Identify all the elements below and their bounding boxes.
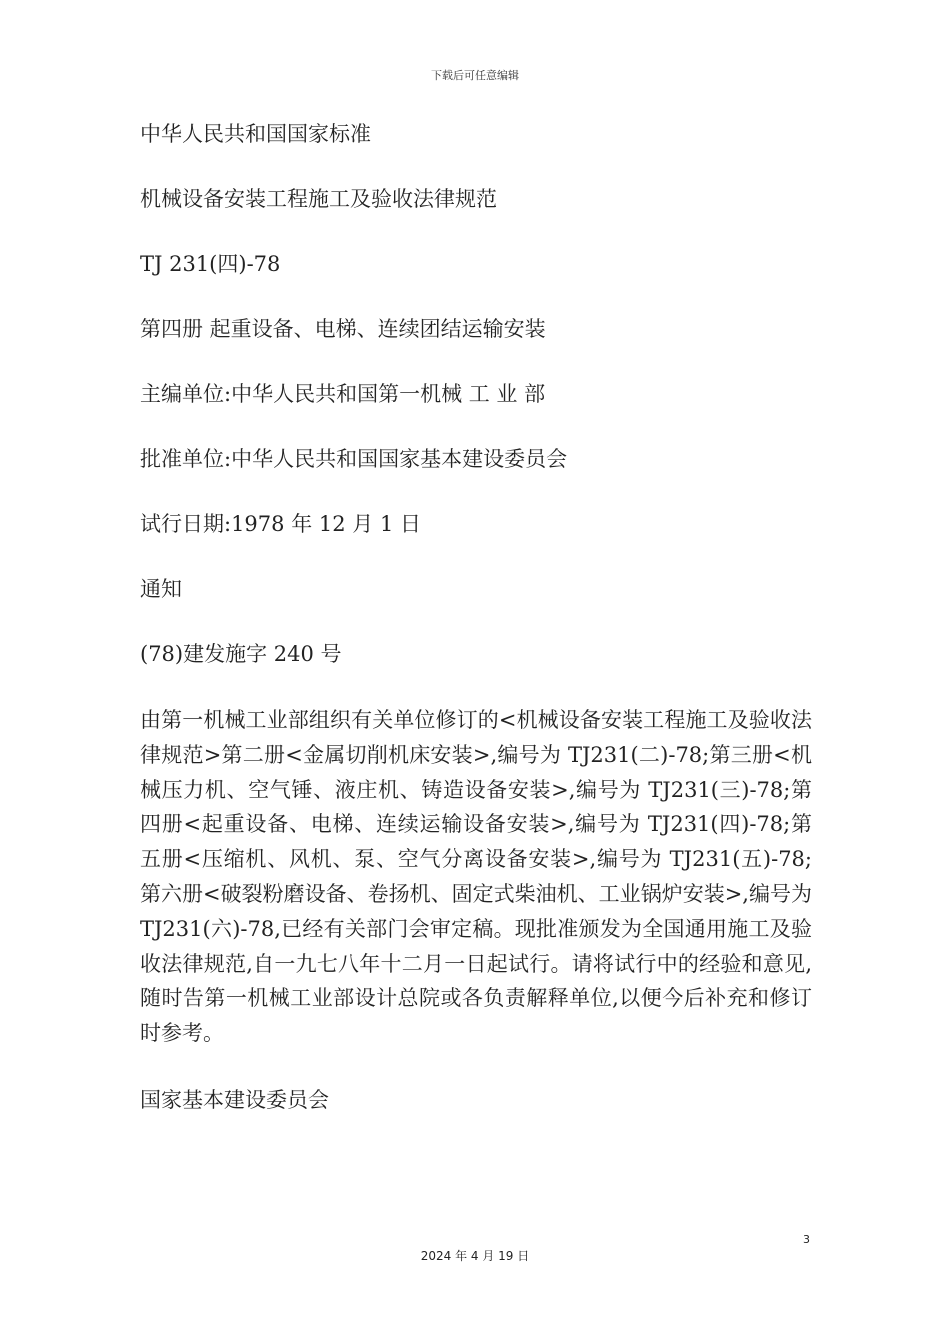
notice-paragraph: 由第一机械工业部组织有关单位修订的<机械设备安装工程施工及验收法律规范>第二册<金属切削机床安装>,编号为 TJ231(二)-78;第三册<机械压力机、空气锤、液庄机、铸造设备安装>,编号为 TJ231(三)-78;第四册<起重设备、电梯、连续运输设备安装>,编号为 TJ231(四)-78;第五册<压缩机、风机、泵、空气分离设备安装>,编号为 TJ231(五)-78;第六册<破裂粉磨设备、卷扬机、固定式柴油机、工业锅炉安装>,编号为 TJ231(六)-78,已经有关部门会审定稿。现批准颁发为全国通用施工及验收法律规范,自一九七八年十二月一日起试行。请将试行中的经验和意见,随时告第一机械工业部设计总院或各负责解释单位,以便今后补充和修订时参考。 xyxy=(140,708,812,1046)
document-subtitle: 机械设备安装工程施工及验收法律规范 xyxy=(140,187,497,211)
header-note: 下载后可任意编辑 xyxy=(431,69,519,82)
page-number: 3 xyxy=(803,1233,810,1246)
document-body xyxy=(140,118,812,1149)
volume-title: 第四册 起重设备、电梯、连续团结运输安装 xyxy=(140,317,546,341)
notice-heading: 通知 xyxy=(140,577,182,601)
approval-unit: 批准单位:中华人民共和国国家基本建设委员会 xyxy=(140,447,568,471)
trial-date: 试行日期:1978 年 12 月 1 日 xyxy=(140,512,421,536)
footer-date: 2024 年 4 月 19 日 xyxy=(420,1249,530,1263)
standard-code: TJ 231(四)-78 xyxy=(140,252,281,276)
signature: 国家基本建设委员会 xyxy=(140,1087,329,1112)
document-title: 中华人民共和国国家标准 xyxy=(140,122,371,146)
editor-unit: 主编单位:中华人民共和国第一机械 工 业 部 xyxy=(140,382,546,406)
notice-number: (78)建发施字 240 号 xyxy=(140,642,342,666)
